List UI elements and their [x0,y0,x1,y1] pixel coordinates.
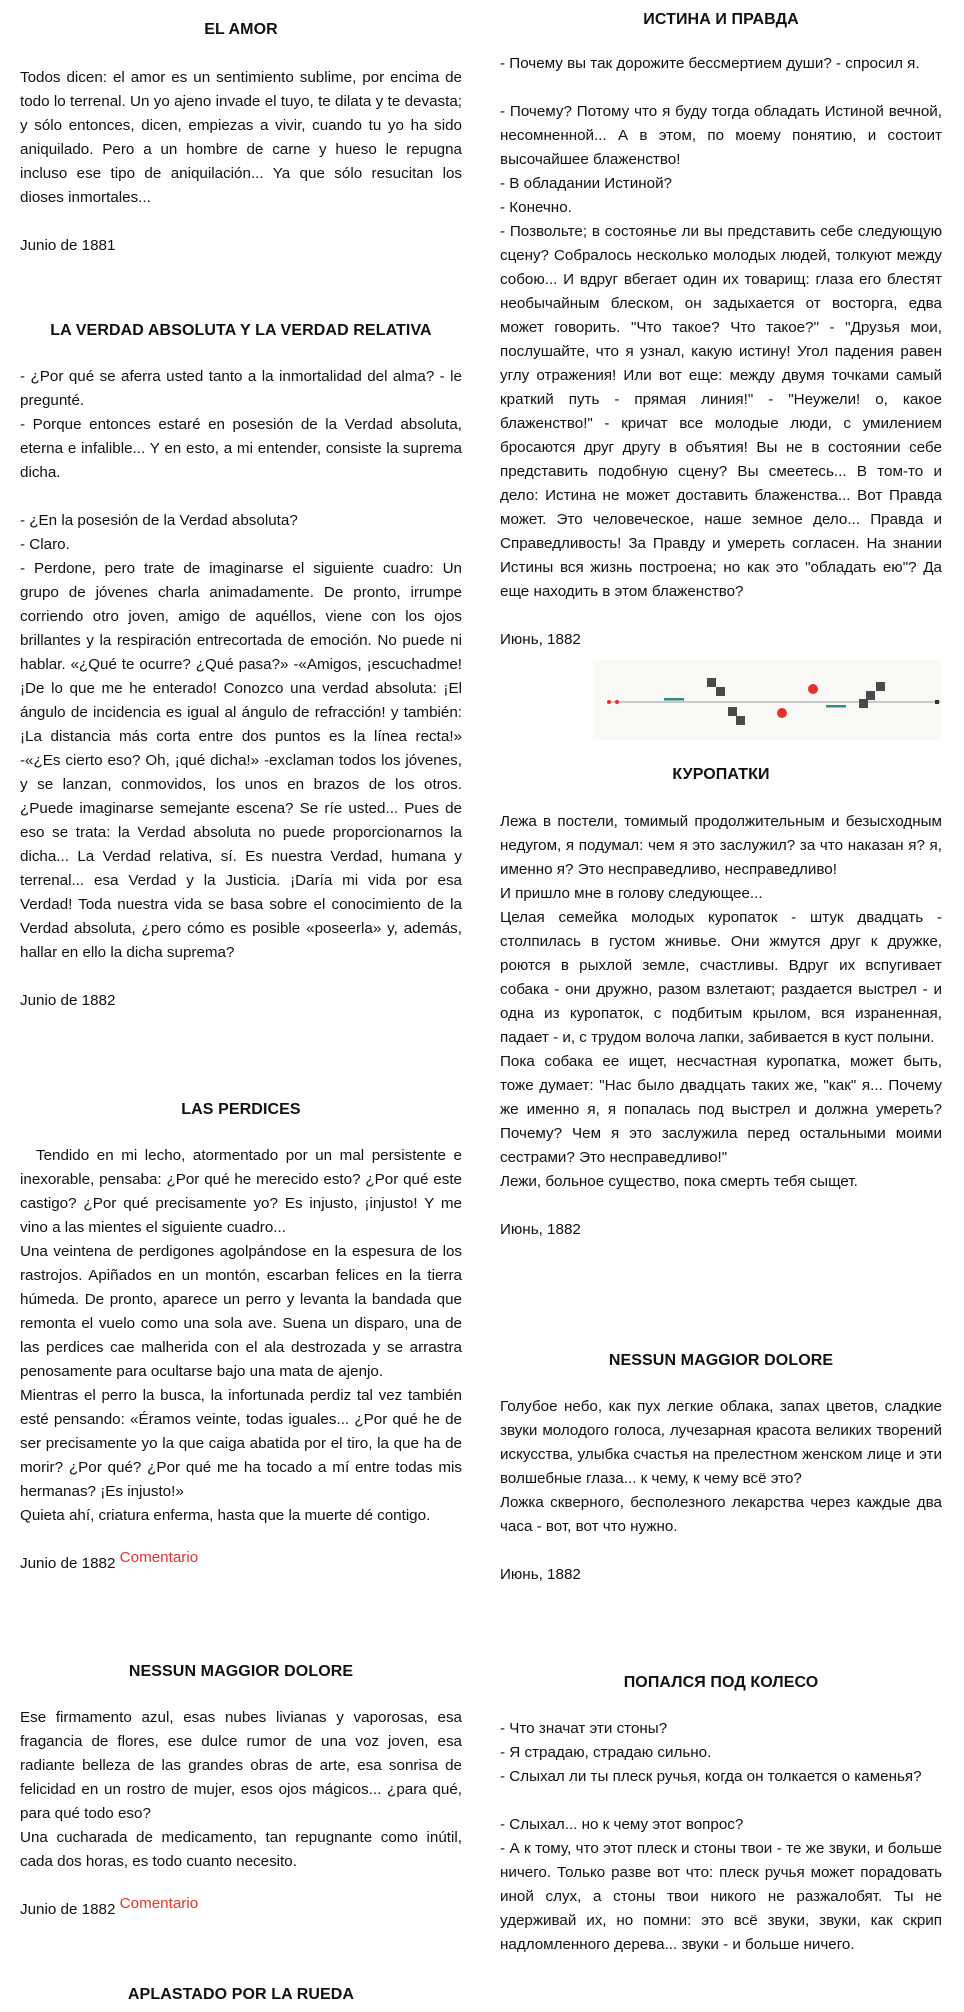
paragraph: Todos dicen: el amor es un sentimiento sublime, por encima de todo lo terrenal. Un yo ajeno invade el tuyo, te dilata y te devasta; y sólo entonces, dicen, empiezas a vivir, cuando tu yo ha sido aniquilado. Pero a un hombre de carne y hueso le repugna incluso ese tipo de aniquilación... Ya que sólo resucitan los dioses inmortales... [20,69,462,206]
gray-square-icon [736,716,745,725]
paragraph: Ложка скверного, бесполезного лекарства через каждые два часа - вот, вот что нужно. [500,1494,942,1535]
piece-date [20,1895,462,1922]
piece-date: Junio de 1881 [20,237,116,254]
red-dot-icon [607,700,611,704]
paragraph: - А к тому, что этот плеск и стоны твои - те же звуки, и больше ничего. Только разве вот что: плеск ручья может порадовать иной слух, а стоны твои никого не разжалобят. Ты не удерживай их, но помни: это всё звуки, звуки, как скрип надломленного дерева... звуки - и больше ничего. [500,1840,942,1953]
piece-date: Junio de 1882 [20,992,116,1009]
gray-square-icon [707,678,716,687]
paragraph: - Слыхал ли ты плеск ручья, когда он толкается о каменья? [500,1768,922,1785]
piece-date [20,1549,462,1576]
piece-title: ПОПАЛСЯ ПОД КОЛЕСО [623,1674,819,1691]
decorative-illustration [593,660,941,740]
piece-title: NESSUN MAGGIOR DOLORE [128,1663,354,1680]
piece-title: ИСТИНА И ПРАВДА [643,11,799,28]
paragraph: Ese firmamento azul, esas nubes livianas y vaporosas, esa fragancia de flores, ese dulce rumor de una voz joven, esa radiante belleza de las grandes obras de arte, esa sonrisa de felicidad en un rostro de mujer, esos ojos mágicos... ¿para qué, para qué todo eso? [20,1709,462,1822]
red-circle-icon [777,708,787,718]
paragraph: - Позвольте; в состоянье ли вы представить себе следующую сцену? Собралось несколько молодых людей, толкуют между собою... И вдруг вбегает один их товарищ: глаза его блестят необычайным блеском, он задыхается от восторга, едва может говорить. "Что такое? Что такое?" - "Друзья мои, послушайте, что я узнал, какую истину! Угол падения равен углу отражения! Или вот еще: между двумя точками самый краткий путь - прямая линия!" - "Неужели! о, какое блаженство!" - кричат все молодые люди, с умилением бросаются друг другу в объятия! Вы не в состоянии себе представить подобную сцену? Вы смеетесь... В том-то и дело: Истина не может доставить блаженства... Вот Правда может. Это человеческое, наше земное дело... Правда и Справедливость! За Правду и умереть согласен. На знании Истины вся жизнь построена; но как это "обладать ею"? Да еще находить в этом блаженство? [500,223,942,600]
gray-square-icon [716,687,725,696]
piece-popalsya-pod-koleso [500,1673,942,1957]
paragraph: Голубое небо, как пух легкие облака, запах цветов, сладкие звуки молодого голоса, лучезарная красота великих творений искусства, улыбка счастья на прелестном женском лице и эти волшебные глаза... к чему, к чему всё это? [500,1398,942,1487]
piece-date: Июнь, 1882 [500,1221,581,1238]
paragraph: Una veintena de perdigones agolpándose en la espesura de los rastrojos. Apiñados en un montón, escarban felices en la tierra húmeda. De pronto, aparece un perro y levanta la bandada que remonta el vuelo como una sola ave. Suena un disparo, una de las perdices cae malherida con el ala destrozada y se arrastra penosamente para ocultarse bajo una mata de ajenjo. [20,1243,462,1380]
teal-dash-icon [826,705,846,708]
comment-link[interactable]: Comentario [119,1549,199,1566]
paragraph: Mientras el perro la busca, la infortunada perdiz tal vez también esté pensando: «Éramos veinte, todas iguales... ¿Por qué he de ser precisamente yo la que caiga abatida por el tiro, la que ha de morir? ¿Por qué? ¿Por qué me ha tocado a mí entre todas mis hermanas? ¡Es injusto!» [20,1387,462,1500]
piece-title: NESSUN MAGGIOR DOLORE [608,1352,834,1369]
paragraph: - Claro. [20,536,70,553]
paragraph: - Perdone, pero trate de imaginarse el siguiente cuadro: Un grupo de jóvenes charla animadamente. De pronto, irrumpe corriendo otro joven, amigo de aquéllos, viene con los ojos brillantes y la respiración entrecortada de emoción. No puede ni hablar. «¿Qué te ocurre? ¿Qué pasa?» -«Amigos, ¡escuchadme! ¡De lo que me he enterado! Conozco una verdad absoluta: ¡El ángulo de incidencia es igual al ángulo de refracción! y también: ¡La distancia más corta entre dos puntos es la línea recta!» -«¿Es cierto eso? Oh, ¡qué dicha!» -exclaman todos los jóvenes, y se lanzan, conmovidos, los unos en brazos de los otros. ¿Puede imaginarse semejante escena? Se ríe usted... Pues de eso se trata: la Verdad absoluta no puede proporcionarnos la dicha... La Verdad relativa, sí. Es nuestra Verdad, humana y terrenal... esa Verdad y la Justicia. ¡Daría mi vida por esa Verdad! Toda nuestra vida se basa sobre el conocimiento de la Verdad absoluta, ¿pero cómo es posible «poseerla» y, además, hallar en ello la dicha suprema? [20,560,462,961]
paragraph: Una cucharada de medicamento, tan repugnante como inútil, cada dos horas, es todo cuanto necesito. [20,1829,462,1870]
paragraph: Tendido en mi lecho, atormentado por un mal persistente e inexorable, pensaba: ¿Por qué he merecido esto? ¿Por qué este castigo? ¿Por qué precisamente yo? Es injusto, ¡injusto! Y me vino a las mientes el siguiente cuadro... [20,1147,462,1236]
piece-title: КУРОПАТКИ [672,766,770,783]
piece-date: Июнь, 1882 [500,631,581,648]
piece-title: EL AMOR [204,21,278,38]
date-text: Junio de 1882 [20,1555,116,1572]
comment-link[interactable]: Comentario [119,1895,199,1912]
gray-square-icon [859,699,868,708]
paragraph: - Что значат эти стоны? [500,1720,668,1737]
piece-title: LAS PERDICES [181,1101,301,1118]
piece-nessun-maggior-dolore-es [20,1662,462,1922]
paragraph: - ¿En la posesión de la Verdad absoluta? [20,512,298,529]
piece-las-perdices [20,1100,462,1576]
paragraph: - ¿Por qué se aferra usted tanto a la inmortalidad del alma? - le pregunté. [20,368,462,409]
paragraph: Лежа в постели, томимый продолжительным и безысходным недугом, я подумал: чем я это заслужил? за что наказан я? я, именно я? Это несправедливо, несправедливо! [500,813,942,878]
paragraph: Целая семейка молодых куропаток - штук двадцать - столпилась в густом жнивье. Они жмутся друг к дружке, роются в рыхлой земле, счастливы. Вдруг их вспугивает собака - они дружно, разом взлетают; раздается выстрел - и одна из куропаток, с подбитым крылом, вся израненная, падает - и, с трудом волоча лапки, забивается в куст полыни. [500,909,942,1046]
red-dot-icon [615,700,619,704]
paragraph: - Конечно. [500,199,572,216]
paragraph: - Почему? Потому что я буду тогда обладать Истиной вечной, несомненной... А в этом, по моему понятию, и состоит высочайшее блаженство! [500,103,942,168]
piece-el-amor [20,20,462,258]
piece-istina-i-pravda [500,10,942,652]
red-circle-icon [808,684,818,694]
paragraph: Лежи, больное существо, пока смерть тебя сыщет. [500,1173,858,1190]
date-text: Junio de 1882 [20,1901,116,1918]
piece-nessun-maggior-dolore-ru [500,1351,942,1587]
piece-verdad-absoluta [20,321,462,1013]
decorative-strip [593,660,941,740]
piece-title: APLASTADO POR LA RUEDA [127,1986,355,2003]
gray-square-icon [876,682,885,691]
paragraph: - Я страдаю, страдаю сильно. [500,1744,712,1761]
end-marker-icon [935,700,939,704]
paragraph: - В обладании Истиной? [500,175,672,192]
paragraph: - Porque entonces estaré en posesión de la Verdad absoluta, eterna e infalible... Y en esto, a mi entender, consiste la suprema dicha. [20,416,462,481]
paragraph: - Почему вы так дорожите бессмертием души? - спросил я. [500,55,920,72]
piece-date: Июнь, 1882 [500,1566,581,1583]
paragraph: И пришло мне в голову следующее... [500,885,763,902]
piece-aplastado [20,1985,462,2005]
paragraph: Пока собака ее ищет, несчастная куропатка, может быть, тоже думает: "Нас было двадцать таких же, "как" я... Почему же именно я, я попалась под выстрел и должна умереть? Почему? Чем я это заслужила перед остальными моими сестрами? Это несправедливо!" [500,1053,942,1166]
paragraph: Quieta ahí, criatura enferma, hasta que la muerte dé contigo. [20,1507,431,1524]
piece-kuropatki [500,765,942,1242]
gray-square-icon [866,691,875,700]
gray-square-icon [728,707,737,716]
teal-dash-icon [664,698,684,701]
paragraph: - Слыхал... но к чему этот вопрос? [500,1816,744,1833]
piece-title: LA VERDAD ABSOLUTA Y LA VERDAD RELATIVA [50,322,432,339]
